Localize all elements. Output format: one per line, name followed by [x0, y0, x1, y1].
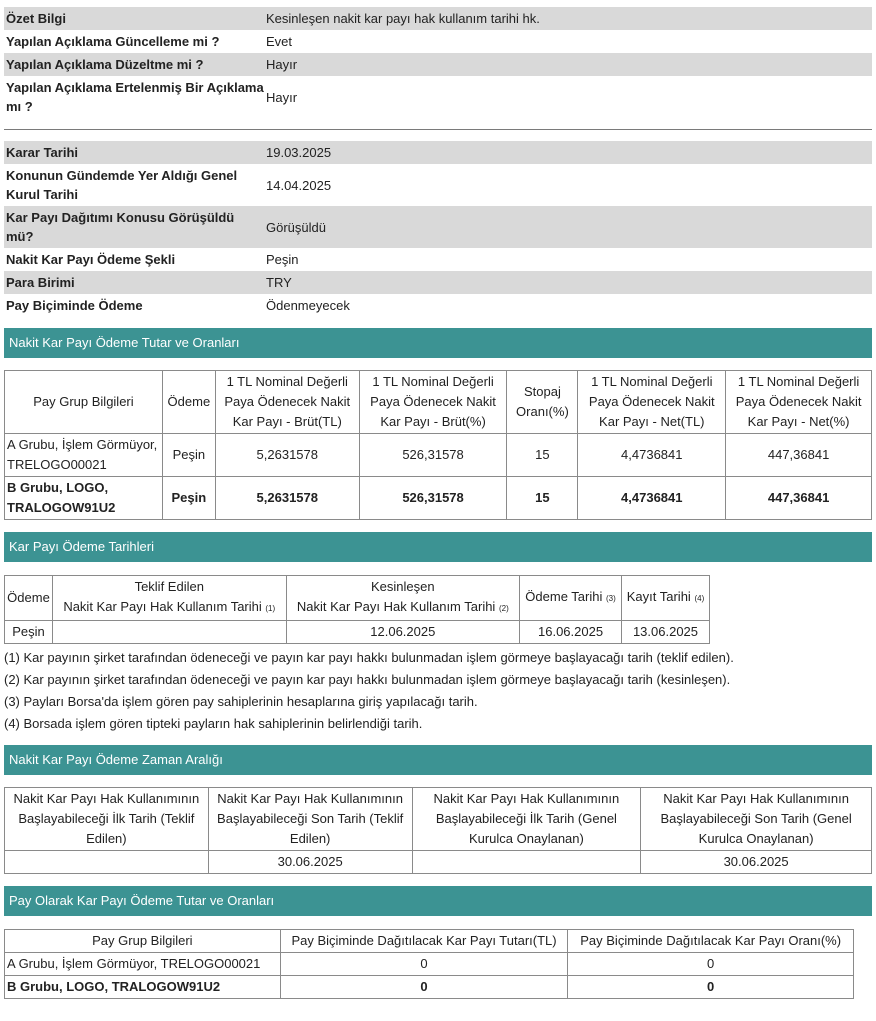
- cell: Peşin: [162, 434, 215, 477]
- share-dividend-table: [4, 929, 854, 999]
- header-line: [55, 597, 284, 619]
- details-row: [4, 271, 872, 294]
- footnote: (2) Kar payının şirket tarafından ödeneceği ve payın kar payı hakkı bulunmadan işlem görmeye başlayacağı tarih (kesinleşen).: [4, 672, 731, 687]
- header-line: Kesinleşen: [371, 579, 435, 594]
- cell: 0: [568, 976, 854, 999]
- cell: A Grubu, İşlem Görmüyor, TRELOGO00021: [5, 953, 281, 976]
- cell: A Grubu, İşlem Görmüyor, TRELOGO00021: [5, 434, 163, 477]
- section-header-cash: Nakit Kar Payı Ödeme Tutar ve Oranları: [4, 328, 872, 358]
- cell: 15: [507, 434, 578, 477]
- table-header-row: [5, 576, 710, 621]
- details-value: Görüşüldü: [264, 206, 872, 248]
- header-cell: [52, 576, 286, 621]
- header-cell: Nakit Kar Payı Hak Kullanımının Başlayabileceği Son Tarih (Genel Kurulca Onaylanan): [641, 788, 872, 851]
- section-header-range: Nakit Kar Payı Ödeme Zaman Aralığı: [4, 745, 872, 775]
- details-label: Para Birimi: [4, 271, 264, 294]
- cell: Peşin: [5, 621, 53, 644]
- cell: 15: [507, 477, 578, 520]
- details-value: 19.03.2025: [264, 141, 872, 164]
- details-value: TRY: [264, 271, 872, 294]
- details-label: Kar Payı Dağıtımı Konusu Görüşüldü mü?: [4, 206, 264, 248]
- header-cell: Pay Biçiminde Dağıtılacak Kar Payı Tutarı(TL): [280, 930, 568, 953]
- cell: 447,36841: [726, 477, 872, 520]
- footnote: (3) Payları Borsa'da işlem gören pay sahiplerinin hesaplarına giriş yapılacağı tarih.: [4, 694, 478, 709]
- section-header-share: Pay Olarak Kar Payı Ödeme Tutar ve Oranları: [4, 886, 872, 916]
- header-cell: Ödeme: [162, 371, 215, 434]
- summary-value: Hayır: [266, 89, 298, 105]
- table-row: [5, 851, 872, 874]
- details-row: [4, 248, 872, 271]
- details-label: Karar Tarihi: [4, 141, 264, 164]
- summary-table: [4, 7, 872, 118]
- cell: [52, 621, 286, 644]
- cell: 0: [280, 953, 568, 976]
- divider: [4, 129, 872, 130]
- header-cell: 1 TL Nominal Değerli Paya Ödenecek Nakit Kar Payı - Brüt(TL): [215, 371, 359, 434]
- cell: 0: [568, 953, 854, 976]
- header-cell: [520, 576, 622, 621]
- cell: 0: [280, 976, 568, 999]
- table-header-row: [5, 788, 872, 851]
- footnote-ref: (3): [606, 594, 616, 603]
- section-header-dates: Kar Payı Ödeme Tarihleri: [4, 532, 872, 562]
- cell: 526,31578: [359, 477, 507, 520]
- cell: 4,4736841: [578, 477, 726, 520]
- header-cell: 1 TL Nominal Değerli Paya Ödenecek Nakit Kar Payı - Brüt(%): [359, 371, 507, 434]
- table-header-row: [5, 930, 854, 953]
- header-text: Ödeme Tarihi: [525, 589, 603, 604]
- cell: 5,2631578: [215, 434, 359, 477]
- cell: 526,31578: [359, 434, 507, 477]
- header-cell: Ödeme: [5, 576, 53, 621]
- details-row: [4, 141, 872, 164]
- details-row: [4, 206, 872, 248]
- summary-label: Yapılan Açıklama Güncelleme mi ?: [6, 34, 220, 49]
- summary-row: [4, 7, 872, 30]
- header-cell: 1 TL Nominal Değerli Paya Ödenecek Nakit Kar Payı - Net(TL): [578, 371, 726, 434]
- cell: 30.06.2025: [641, 851, 872, 874]
- header-cell: Stopaj Oranı(%): [507, 371, 578, 434]
- cell: [412, 851, 641, 874]
- footnote-ref: (2): [498, 604, 509, 613]
- cell: [5, 851, 209, 874]
- table-row: [5, 976, 854, 999]
- payment-range-table: [4, 787, 872, 874]
- footnotes: [4, 647, 872, 735]
- summary-value: Hayır: [264, 53, 872, 76]
- summary-value: Kesinleşen nakit kar payı hak kullanım tarihi hk.: [264, 7, 872, 30]
- details-value: Ödenmeyecek: [266, 298, 350, 313]
- summary-label: Yapılan Açıklama Düzeltme mi ?: [4, 53, 264, 76]
- details-label: Konunun Gündemde Yer Aldığı Genel Kurul Tarihi: [6, 168, 238, 202]
- footnote: (1) Kar payının şirket tarafından ödeneceği ve payın kar payı hakkı bulunmadan işlem görmeye başlayacağı tarih (teklif edilen).: [4, 650, 734, 665]
- table-row: [5, 434, 872, 477]
- summary-value: Evet: [266, 34, 293, 49]
- header-line: Teklif Edilen: [134, 579, 204, 594]
- details-table: [4, 141, 872, 317]
- header-line: [289, 597, 518, 619]
- cell: B Grubu, LOGO, TRALOGOW91U2: [5, 477, 163, 520]
- table-row: [5, 477, 872, 520]
- summary-row: [4, 53, 872, 76]
- disclosure-page: [0, 7, 876, 999]
- header-cell: 1 TL Nominal Değerli Paya Ödenecek Nakit Kar Payı - Net(%): [726, 371, 872, 434]
- header-text: Kayıt Tarihi: [626, 589, 691, 604]
- header-cell: Pay Grup Bilgileri: [5, 371, 163, 434]
- header-text: Nakit Kar Payı Hak Kullanım Tarihi: [296, 599, 496, 614]
- details-value: 14.04.2025: [266, 177, 332, 193]
- cell: 12.06.2025: [286, 621, 520, 644]
- summary-label: Yapılan Açıklama Ertelenmiş Bir Açıklama mı ?: [6, 80, 264, 114]
- details-row: [4, 164, 872, 206]
- table-row: [5, 621, 710, 644]
- cell: B Grubu, LOGO, TRALOGOW91U2: [5, 976, 281, 999]
- details-value: Peşin: [266, 252, 299, 267]
- payment-dates-table: [4, 575, 710, 644]
- header-cell: [286, 576, 520, 621]
- cell: 16.06.2025: [520, 621, 622, 644]
- header-cell: Nakit Kar Payı Hak Kullanımının Başlayabileceği Son Tarih (Teklif Edilen): [208, 788, 412, 851]
- cell: Peşin: [162, 477, 215, 520]
- summary-row: [4, 76, 872, 118]
- details-row: [4, 294, 872, 317]
- footnote: (4) Borsada işlem gören tipteki payların hak sahiplerinin belirlendiği tarih.: [4, 716, 423, 731]
- header-cell: Pay Biçiminde Dağıtılacak Kar Payı Oranı(%): [568, 930, 854, 953]
- summary-label: Özet Bilgi: [4, 7, 264, 30]
- cell: 13.06.2025: [622, 621, 710, 644]
- header-text: Nakit Kar Payı Hak Kullanım Tarihi: [63, 599, 262, 614]
- table-header-row: [5, 371, 872, 434]
- cell: 4,4736841: [578, 434, 726, 477]
- cell: 5,2631578: [215, 477, 359, 520]
- cell: 447,36841: [726, 434, 872, 477]
- cash-dividend-table: [4, 370, 872, 520]
- header-cell: Pay Grup Bilgileri: [5, 930, 281, 953]
- footnote-ref: (1): [265, 604, 276, 613]
- cell: 30.06.2025: [208, 851, 412, 874]
- table-row: [5, 953, 854, 976]
- header-cell: Nakit Kar Payı Hak Kullanımının Başlayabileceği İlk Tarih (Genel Kurulca Onaylanan): [412, 788, 641, 851]
- details-label: Pay Biçiminde Ödeme: [6, 298, 143, 313]
- header-cell: Nakit Kar Payı Hak Kullanımının Başlayabileceği İlk Tarih (Teklif Edilen): [5, 788, 209, 851]
- summary-row: [4, 30, 872, 53]
- details-label: Nakit Kar Payı Ödeme Şekli: [6, 252, 176, 267]
- footnote-ref: (4): [694, 594, 705, 603]
- header-cell: [622, 576, 710, 621]
